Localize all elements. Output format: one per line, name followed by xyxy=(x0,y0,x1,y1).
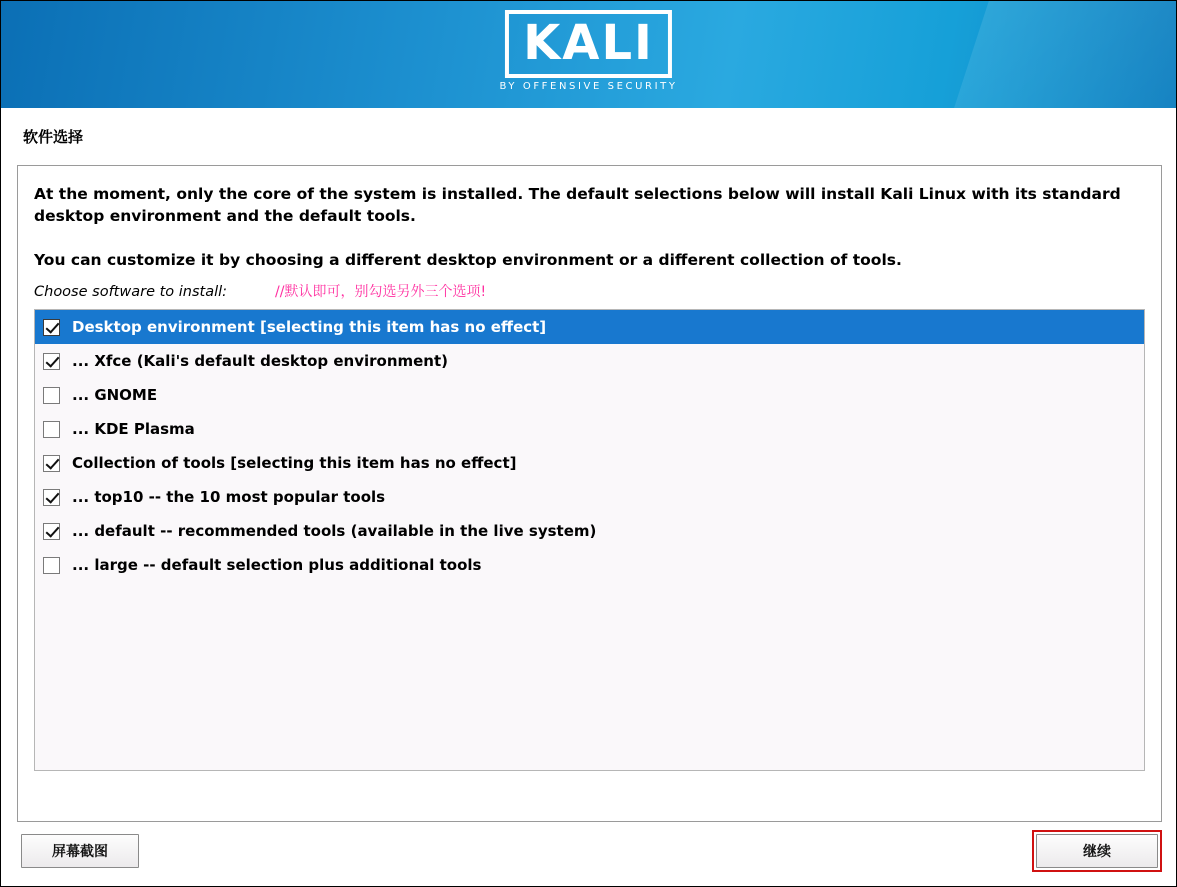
chooser-row xyxy=(34,281,1145,301)
screenshot-button[interactable]: 屏幕截图 xyxy=(21,834,139,868)
list-item-label: Desktop environment [selecting this item has no effect] xyxy=(72,318,547,336)
list-item-label: ... GNOME xyxy=(72,386,158,404)
footer-bar xyxy=(1,822,1176,886)
list-item[interactable] xyxy=(35,446,1144,480)
checkbox-checked-icon[interactable] xyxy=(43,319,60,336)
list-item-label: ... KDE Plasma xyxy=(72,420,195,438)
list-item[interactable] xyxy=(35,412,1144,446)
checkbox-checked-icon[interactable] xyxy=(43,523,60,540)
list-item[interactable] xyxy=(35,514,1144,548)
logo-subtitle: BY OFFENSIVE SECURITY xyxy=(499,81,678,92)
list-item[interactable] xyxy=(35,480,1144,514)
list-item-label: ... top10 -- the 10 most popular tools xyxy=(72,488,386,506)
checkbox-checked-icon[interactable] xyxy=(43,455,60,472)
logo-frame xyxy=(505,10,672,78)
intro-paragraph: At the moment, only the core of the system is installed. The default selections below will install Kali Linux with its standard desktop environment and the default tools. xyxy=(34,185,1121,225)
checkbox-checked-icon[interactable] xyxy=(43,489,60,506)
kali-banner xyxy=(1,1,1176,108)
software-list[interactable] xyxy=(34,309,1145,771)
customize-paragraph: You can customize it by choosing a different desktop environment or a different collection of tools. xyxy=(34,251,902,269)
annotation-note: //默认即可，别勾选另外三个选项! xyxy=(275,284,487,300)
logo-text: KALI xyxy=(523,15,654,71)
list-item[interactable] xyxy=(35,378,1144,412)
checkbox-checked-icon[interactable] xyxy=(43,353,60,370)
list-item[interactable] xyxy=(35,548,1144,582)
continue-button[interactable]: 继续 xyxy=(1036,834,1158,868)
checkbox-unchecked-icon[interactable] xyxy=(43,557,60,574)
software-selection-panel xyxy=(17,165,1162,822)
list-item[interactable] xyxy=(35,310,1144,344)
list-item-label: Collection of tools [selecting this item has no effect] xyxy=(72,454,517,472)
list-item-label: ... default -- recommended tools (available in the live system) xyxy=(72,522,597,540)
list-item-label: ... large -- default selection plus additional tools xyxy=(72,556,482,574)
list-item[interactable] xyxy=(35,344,1144,378)
chooser-label: Choose software to install: xyxy=(34,284,228,300)
list-item-label: ... Xfce (Kali's default desktop environment) xyxy=(72,352,449,370)
kali-logo xyxy=(499,10,677,92)
page-title: 软件选择 xyxy=(23,128,84,146)
checkbox-unchecked-icon[interactable] xyxy=(43,387,60,404)
checkbox-unchecked-icon[interactable] xyxy=(43,421,60,438)
